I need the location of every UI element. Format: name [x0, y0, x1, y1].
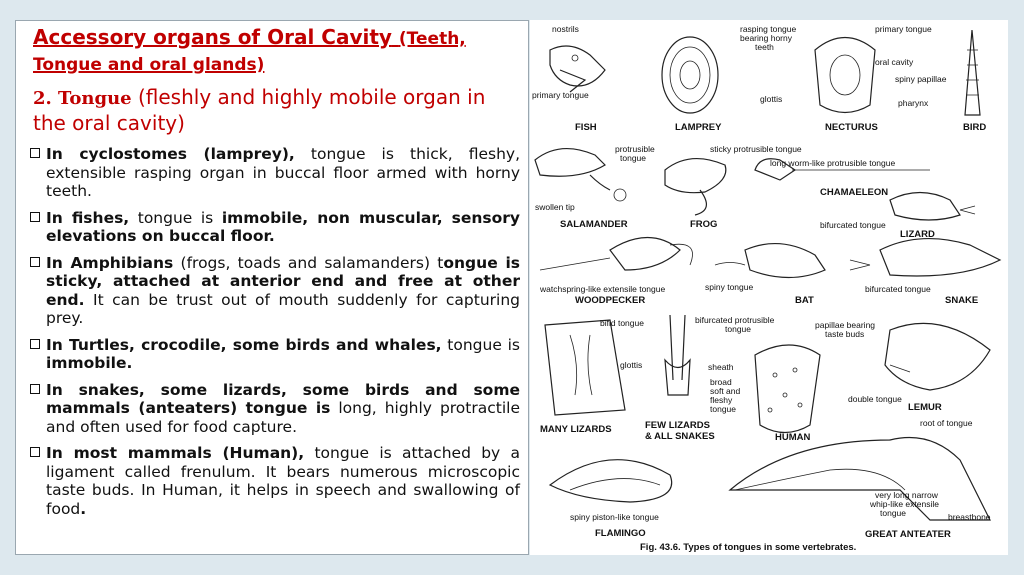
label-many-lizards: MANY LIZARDS [540, 424, 612, 435]
bird-tongue-drawing [965, 30, 980, 115]
label-glottis-2: glottis [620, 360, 643, 370]
label-worm-like: long worm-like protrusible tongue [770, 158, 896, 168]
label-bif-prot-2: tongue [725, 324, 751, 334]
bullet-text: tongue is [129, 208, 222, 227]
slide-title [33, 25, 520, 77]
label-human: HUMAN [775, 432, 811, 443]
label-lizard: LIZARD [900, 229, 935, 240]
bullet-bold: In fishes, [46, 208, 130, 227]
label-rasping-1: rasping tongue [740, 24, 797, 34]
checkbox-bullet-icon [30, 148, 40, 158]
checkbox-bullet-icon [30, 447, 40, 457]
label-woodpecker: WOODPECKER [575, 295, 646, 306]
label-breastbone: breastbone [948, 512, 991, 522]
bullet-list [30, 145, 520, 518]
title-paren: (Teeth, Tongue and oral glands) [33, 29, 466, 75]
label-spiny-tongue: spiny tongue [705, 282, 754, 292]
bullet-text: (frogs, toads and salamanders) t [173, 253, 444, 272]
tongue-types-figure [530, 20, 1008, 555]
label-sheath: sheath [708, 362, 734, 372]
label-narrow-2: whip-like extensile [870, 499, 939, 509]
bullet-amphibians [30, 254, 520, 328]
bat-drawing [715, 244, 825, 278]
snake-drawing [850, 239, 1000, 276]
bullet-text: long, highly protractile and often used for food capture. [46, 399, 520, 436]
bullet-text-2: It can be trust out of mouth suddenly for capturing prey. [46, 290, 520, 327]
human-tongue-drawing [755, 345, 820, 433]
anteater-drawing [730, 438, 990, 521]
label-pharynx: pharynx [898, 98, 929, 108]
many-lizards-drawing [545, 320, 625, 415]
bullet-bold-2: ongue is sticky, attached at anterior end and free at other end. [46, 253, 520, 309]
label-papillae-2: taste buds [825, 329, 865, 339]
label-broad-4: tongue [710, 404, 736, 414]
label-protrusible-2: tongue [620, 153, 646, 163]
subtitle-bold: 2. Tongue [33, 88, 132, 109]
bullet-bold-2: immobile, non muscular, sensory elevations on buccal floor. [46, 208, 521, 245]
label-lamprey: LAMPREY [675, 122, 722, 133]
checkbox-bullet-icon [30, 212, 40, 222]
fish-drawing [550, 46, 605, 92]
checkbox-bullet-icon [30, 257, 40, 267]
label-chamaeleon: CHAMAELEON [820, 187, 889, 198]
label-frog: FROG [690, 219, 718, 230]
bullet-turtles [30, 336, 520, 373]
title-main: Accessory organs of Oral Cavity [33, 25, 392, 49]
necturus-drawing [815, 38, 875, 113]
label-bird: BIRD [963, 122, 987, 133]
label-piston: spiny piston-like tongue [570, 512, 659, 522]
bullet-mammals [30, 444, 520, 518]
slide-subtitle [33, 85, 520, 135]
label-narrow-1: very long narrow [875, 490, 938, 500]
label-bif-prot-1: bifurcated protrusible [695, 315, 775, 325]
bullet-bold: In snakes, some lizards, some birds and some mammals (anteaters) tongue is [46, 380, 520, 417]
label-flamingo: FLAMINGO [595, 528, 646, 539]
label-rasping-3: teeth [755, 42, 774, 52]
flamingo-drawing [550, 460, 672, 502]
label-root: root of tongue [920, 418, 973, 428]
label-lemur: LEMUR [908, 402, 942, 413]
label-anteater: GREAT ANTEATER [865, 529, 951, 540]
bullet-text: tongue is thick, fleshy, extensible rasping organ in buccal floor armed with horny teeth. [46, 145, 520, 200]
salamander-drawing [535, 149, 626, 201]
label-bifurcated: bifurcated tongue [820, 220, 886, 230]
label-fish: FISH [575, 122, 597, 133]
label-bifurcated-2: bifurcated tongue [865, 284, 931, 294]
text-panel [15, 20, 529, 555]
label-narrow-3: tongue [880, 508, 906, 518]
frog-drawing [665, 159, 726, 215]
label-snake: SNAKE [945, 295, 979, 306]
label-salamander: SALAMANDER [560, 219, 628, 230]
bullet-snakes [30, 381, 520, 437]
label-broad-2: soft and [710, 386, 741, 396]
lizard-drawing [890, 193, 975, 221]
label-rasping-2: bearing horny [740, 33, 792, 43]
subtitle-rest: (fleshly and highly mobile organ in the oral cavity) [33, 85, 486, 135]
snake-tongue-drawing [665, 315, 690, 395]
lamprey-drawing [662, 37, 718, 113]
label-watchspring: watchspring-like extensile tongue [540, 284, 666, 294]
label-sticky: sticky protrusible tongue [710, 144, 802, 154]
bullet-bold-2: immobile. [46, 354, 133, 372]
bullet-bold: In Amphibians [46, 253, 174, 272]
label-few-lizards-2: & ALL SNAKES [645, 431, 715, 442]
bullet-bold: In Turtles, crocodile, some birds and whales, [46, 335, 442, 354]
label-few-lizards-1: FEW LIZARDS [645, 420, 710, 431]
figure-svg [530, 20, 1008, 555]
figure-caption: Fig. 43.6. Types of tongues in some vertebrates. [640, 542, 857, 553]
label-nostrils: nostrils [552, 24, 579, 34]
label-necturus: NECTURUS [825, 122, 878, 133]
label-swollen-tip: swollen tip [535, 202, 575, 212]
checkbox-bullet-icon [30, 384, 40, 394]
label-bifid: bifid tongue [600, 318, 644, 328]
label-glottis: glottis [760, 94, 783, 104]
label-broad-1: broad [710, 377, 732, 387]
woodpecker-drawing [540, 238, 693, 271]
bullet-text: tongue is attached by a ligament called frenulum. It bears numerous microscopic taste buds. In Human, it helps in speech and swallowing of food [46, 444, 521, 518]
label-double-tongue: double tongue [848, 394, 902, 404]
bullet-bold-2: . [80, 499, 87, 518]
label-papillae-1: papillae bearing [815, 320, 876, 330]
bullet-bold: In cyclostomes (lamprey), [46, 145, 295, 163]
label-protrusible-1: protrusible [615, 144, 655, 154]
bullet-lamprey [30, 145, 520, 201]
bullet-fishes [30, 209, 520, 246]
checkbox-bullet-icon [30, 339, 40, 349]
bullet-bold: In most mammals (Human), [46, 444, 305, 462]
label-spiny-papillae: spiny papillae [895, 74, 947, 84]
label-bat: BAT [795, 295, 814, 306]
lemur-drawing [885, 323, 990, 390]
label-primary-tongue-2: primary tongue [875, 24, 932, 34]
label-oral-cavity: oral cavity [875, 57, 914, 67]
bullet-text: tongue is [441, 335, 520, 354]
label-broad-3: fleshy [710, 395, 733, 405]
label-primary-tongue: primary tongue [532, 90, 589, 100]
